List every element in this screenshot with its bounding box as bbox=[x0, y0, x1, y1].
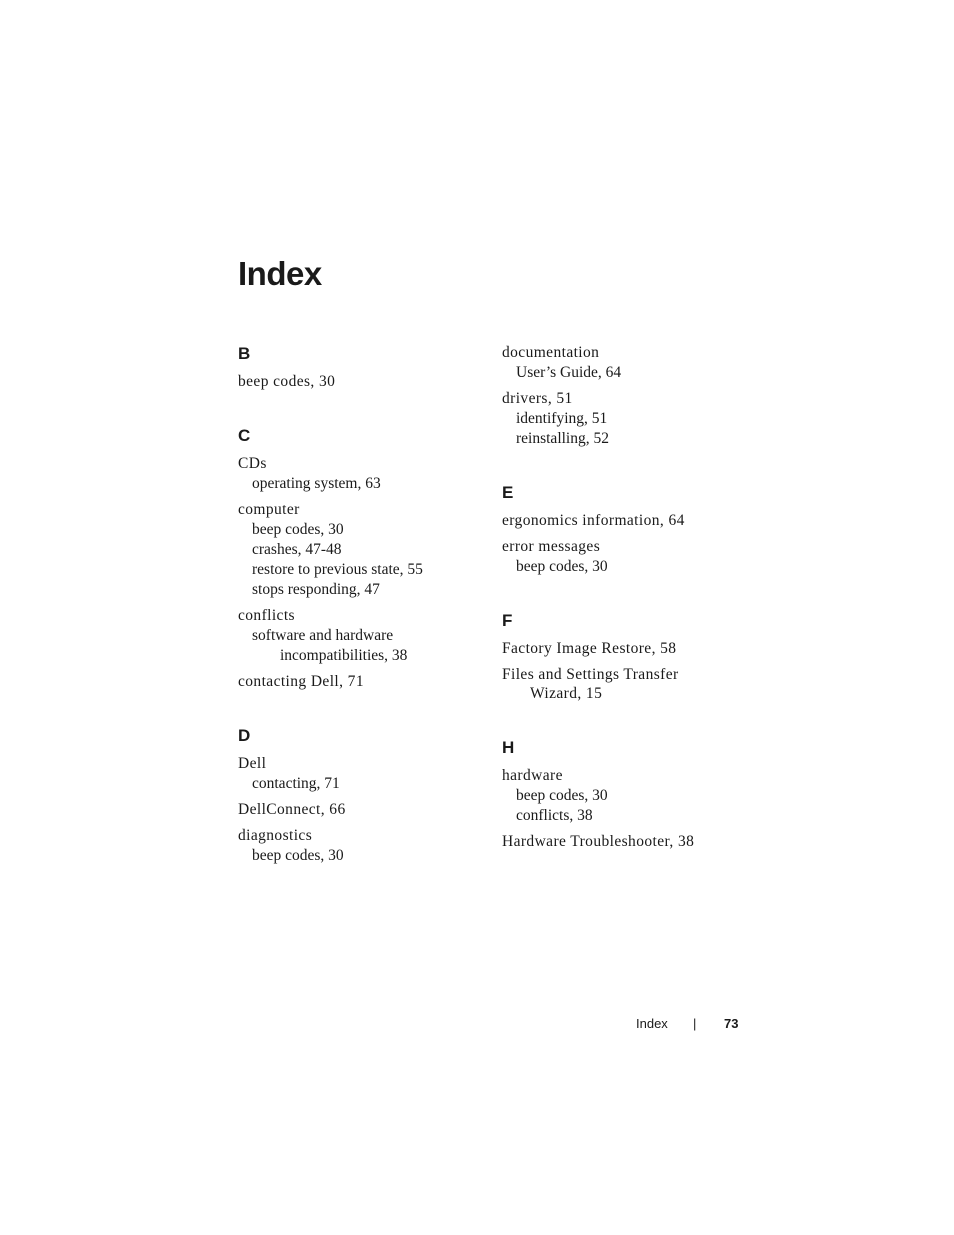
section-letter-b: B bbox=[238, 344, 251, 363]
section-letter-f: F bbox=[502, 611, 513, 630]
index-entry-main: hardware bbox=[502, 767, 563, 784]
index-entry-main-wrap: Wizard, 15 bbox=[530, 685, 603, 702]
index-entry-main: computer bbox=[238, 501, 300, 518]
index-entry bbox=[502, 832, 742, 852]
index-entry-main: Files and Settings Transfer bbox=[502, 666, 679, 683]
index-entry-main: beep codes, 30 bbox=[238, 373, 336, 390]
section-letter-h: H bbox=[502, 738, 515, 757]
index-entry-sub: User’s Guide, 64 bbox=[516, 364, 622, 381]
index-entry-main: error messages bbox=[502, 538, 601, 555]
index-entry-sub: reinstalling, 52 bbox=[516, 430, 609, 447]
index-entry-main: diagnostics bbox=[238, 827, 313, 844]
index-column-left bbox=[238, 343, 478, 899]
index-entry-sub: beep codes, 30 bbox=[516, 787, 608, 804]
index-section-c bbox=[238, 425, 478, 692]
index-entry-sub: beep codes, 30 bbox=[516, 558, 608, 575]
index-entry bbox=[502, 766, 742, 826]
page-number: 73 bbox=[724, 1016, 739, 1031]
index-entry-sub: restore to previous state, 55 bbox=[252, 561, 423, 578]
index-column-right bbox=[502, 343, 742, 885]
index-entry-sub: beep codes, 30 bbox=[252, 521, 344, 538]
index-entry-main: Dell bbox=[238, 755, 267, 772]
index-section-h bbox=[502, 737, 742, 852]
index-entry bbox=[502, 665, 742, 704]
index-entry-main: Hardware Troubleshooter, 38 bbox=[502, 833, 695, 850]
index-entry-main: ergonomics information, 64 bbox=[502, 512, 685, 529]
index-entry bbox=[238, 372, 478, 392]
footer-separator: | bbox=[693, 1016, 697, 1031]
index-section-d-continued bbox=[502, 343, 742, 449]
index-entry-main: CDs bbox=[238, 455, 267, 472]
index-entry-sub: software and hardware bbox=[252, 627, 394, 644]
index-entry-main: DellConnect, 66 bbox=[238, 801, 346, 818]
index-entry bbox=[238, 826, 478, 866]
section-letter-d: D bbox=[238, 726, 251, 745]
index-entry-main: documentation bbox=[502, 344, 600, 361]
index-entry bbox=[502, 639, 742, 659]
index-entry bbox=[238, 800, 478, 820]
index-entry-sub: crashes, 47-48 bbox=[252, 541, 342, 558]
index-entry-sub: beep codes, 30 bbox=[252, 847, 344, 864]
index-section-e bbox=[502, 482, 742, 577]
index-entry-sub: contacting, 71 bbox=[252, 775, 340, 792]
index-entry bbox=[502, 511, 742, 531]
section-letter-e: E bbox=[502, 483, 514, 502]
index-entry-sub: operating system, 63 bbox=[252, 475, 381, 492]
index-entry-main: Factory Image Restore, 58 bbox=[502, 640, 677, 657]
index-section-d bbox=[238, 725, 478, 866]
index-entry-sub: identifying, 51 bbox=[516, 410, 608, 427]
index-entry-sub: stops responding, 47 bbox=[252, 581, 380, 598]
index-entry bbox=[238, 454, 478, 494]
footer-label: Index bbox=[636, 1016, 668, 1031]
index-entry-sub: conflicts, 38 bbox=[516, 807, 593, 824]
index-entry bbox=[238, 754, 478, 794]
section-letter-c: C bbox=[238, 426, 251, 445]
index-entry-sub-wrap: incompatibilities, 38 bbox=[280, 647, 408, 664]
index-entry bbox=[502, 389, 742, 449]
index-entry bbox=[238, 672, 478, 692]
index-section-f bbox=[502, 610, 742, 704]
index-entry bbox=[238, 500, 478, 600]
index-entry-main: contacting Dell, 71 bbox=[238, 673, 364, 690]
index-entry-main: conflicts bbox=[238, 607, 295, 624]
index-entry bbox=[502, 537, 742, 577]
index-entry-main: drivers, 51 bbox=[502, 390, 573, 407]
page-title: Index bbox=[238, 255, 322, 292]
index-entry-sub-continuation bbox=[238, 646, 478, 666]
index-section-b bbox=[238, 343, 478, 392]
index-entry bbox=[238, 606, 478, 666]
index-entry bbox=[502, 343, 742, 383]
